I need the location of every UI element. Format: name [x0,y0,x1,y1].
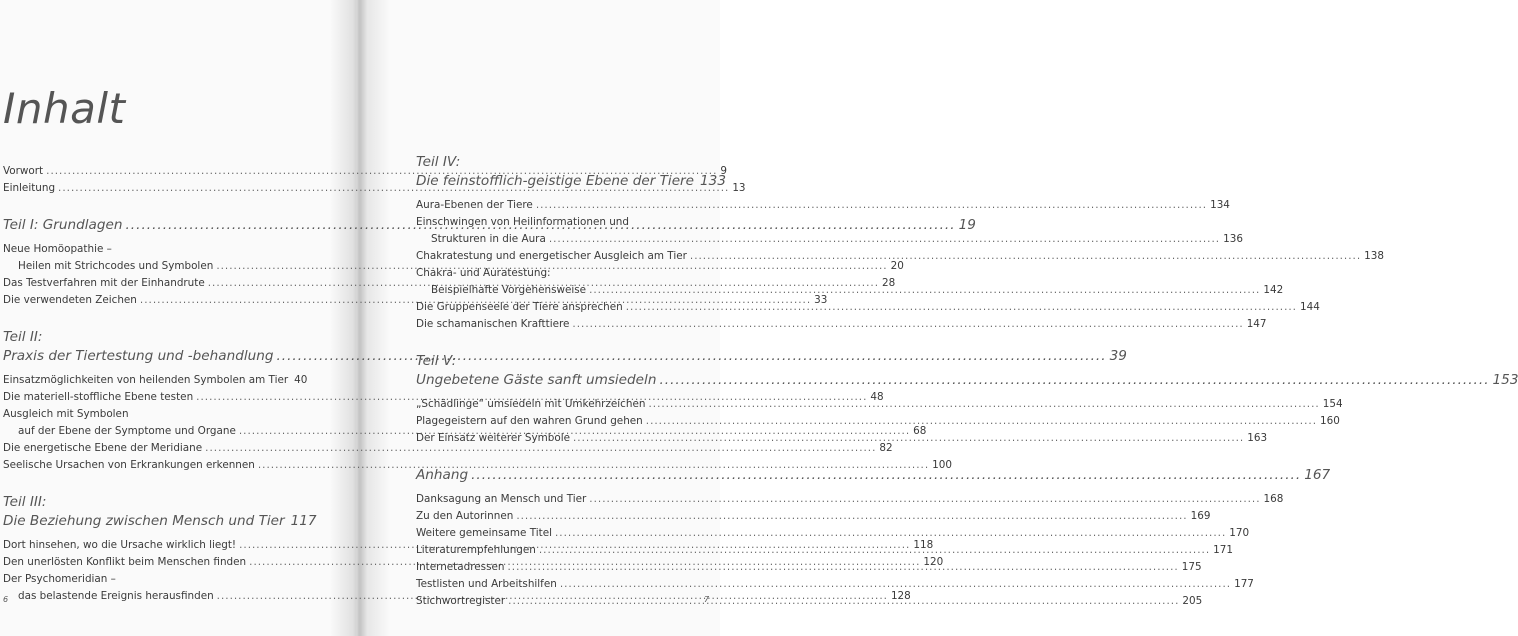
toc-part2-label: Teil II: [3,329,43,345]
toc-entry-krafttiere[interactable]: Die schamanischen Krafttiere ..... 147 [416,316,718,333]
toc-entry-plagegeister[interactable]: Plagegeistern auf den wahren Grund gehen ..... 160 [416,413,718,430]
toc-entry-line: Neue Homöopathie – [3,243,112,255]
toc-entry-strukturen[interactable]: Strukturen in die Aura ..... 136 [416,231,718,248]
toc-entry-line: Chakra- und Auratestung: [416,267,551,279]
toc-entry-konflikt[interactable]: Den unerlösten Konflikt beim Menschen finden ..... 120 [3,554,303,571]
toc-entry-line: Einschwingen von Heilinformationen und [416,216,629,228]
toc-entry-meridiane[interactable]: Die energetische Ebene der Meridiane ..... 82 [3,440,303,457]
toc-part4-heading[interactable]: Die feinstofflich-geistige Ebene der Tiere 133 [416,173,726,189]
toc-entry-gruppenseele[interactable]: Die Gruppenseele der Tiere ansprechen ..... 144 [416,299,718,316]
toc-entry-symptome[interactable]: auf der Ebene der Symptome und Organe ..... 68 [3,423,303,440]
toc-entry-stichwortregister[interactable]: Stichwortregister ..... 205 [416,593,718,610]
toc-entry-zeichen[interactable]: Die verwendeten Zeichen ..... 33 [3,292,303,309]
toc-part3-label: Teil III: [3,494,47,510]
toc-part1-heading[interactable]: Teil I: Grundlagen ..... 19 [3,216,303,235]
toc-entry-internet[interactable]: Internetadressen ..... 175 [416,559,718,576]
toc-part5-heading[interactable]: Ungebetene Gäste sanft umsiedeln ..... 153 [416,371,718,390]
toc-entry-titel[interactable]: Weitere gemeinsame Titel ..... 170 [416,525,718,542]
toc-entry-line: Der Psychomeridian – [3,573,116,585]
toc-entry-autorinnen[interactable]: Zu den Autorinnen ..... 169 [416,508,718,525]
toc-entry-einleitung[interactable]: Einleitung ..... 13 [3,180,303,197]
toc-entry-hinsehen[interactable]: Dort hinsehen, wo die Ursache wirklich liegt! ..... 118 [3,537,303,554]
toc-entry-danksagung[interactable]: Danksagung an Mensch und Tier ..... 168 [416,491,718,508]
toc-entry-strichcodes[interactable]: Heilen mit Strichcodes und Symbolen ..... 20 [3,258,303,275]
toc-entry-psychomeridian[interactable]: das belastende Ereignis herausfinden ..... 128 [3,588,303,605]
page-number-left: 6 [3,595,9,604]
toc-entry-schaedlinge[interactable]: „Schädlinge“ umsiedeln mit Umkehrzeichen ..... 154 [416,396,718,413]
toc-entry-aura-ebenen[interactable]: Aura-Ebenen der Tiere ..... 134 [416,197,718,214]
toc-entry-vorgehensweise[interactable]: Beispielhafte Vorgehensweise ..... 142 [416,282,718,299]
toc-part5-label: Teil V: [416,353,457,369]
toc-entry-literatur[interactable]: Literaturempfehlungen ..... 171 [416,542,718,559]
toc-entry-materiell[interactable]: Die materiell-stoffliche Ebene testen ..... 48 [3,389,303,406]
toc-appendix-heading[interactable]: Anhang ..... 167 [416,466,718,485]
toc-entry-seelische[interactable]: Seelische Ursachen von Erkrankungen erkennen ..... 100 [3,457,303,474]
toc-part4-label: Teil IV: [416,154,461,170]
toc-entry-line: Ausgleich mit Symbolen [3,408,129,420]
toc-entry-einsatz[interactable]: Einsatzmöglichkeiten von heilenden Symbolen am Tier 40 [3,374,308,386]
toc-entry-chakratestung[interactable]: Chakratestung und energetischer Ausgleich am Tier ..... 138 [416,248,718,265]
toc-entry-testlisten[interactable]: Testlisten und Arbeitshilfen ..... 177 [416,576,718,593]
toc-entry-weitere-symbole[interactable]: Der Einsatz weiterer Symbole ..... 163 [416,430,718,447]
page-title: Inhalt [3,84,126,133]
page-number-right: 7 [704,595,710,604]
toc-entry-testverfahren[interactable]: Das Testverfahren mit der Einhandrute ..... 28 [3,275,303,292]
toc-entry-vorwort[interactable]: Vorwort ..... 9 [3,163,303,180]
toc-part2-heading[interactable]: Praxis der Tiertestung und -behandlung ..... 39 [3,347,303,366]
toc-part3-heading[interactable]: Die Beziehung zwischen Mensch und Tier 117 [3,513,317,529]
